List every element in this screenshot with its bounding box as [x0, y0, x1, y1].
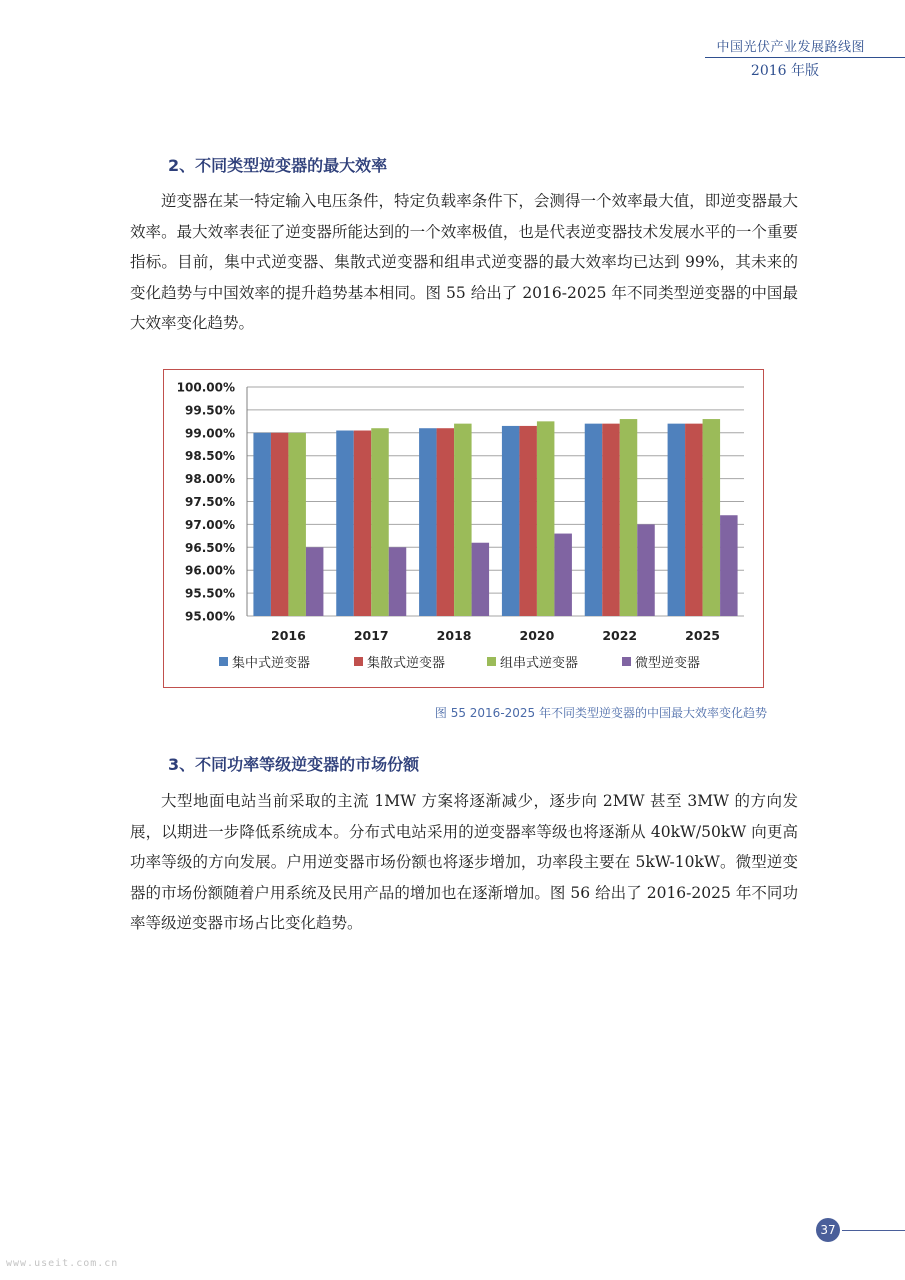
bar-1-2025 [668, 424, 686, 616]
bar-3-2018 [454, 424, 472, 616]
bar-1-2018 [419, 428, 437, 616]
y-tick-label: 95.00% [185, 609, 235, 624]
y-tick-label: 96.50% [185, 540, 235, 555]
y-tick-label: 96.00% [185, 563, 235, 578]
bar-2-2018 [437, 428, 455, 616]
bar-4-2025 [720, 515, 738, 616]
chart-svg [164, 370, 765, 689]
bar-3-2022 [620, 419, 638, 616]
bar-1-2022 [585, 424, 603, 616]
x-tick-label: 2017 [353, 628, 389, 643]
legend-swatch [487, 657, 496, 666]
section-3-heading: 3、不同功率等级逆变器的市场份额 [168, 755, 420, 774]
x-tick-label: 2020 [519, 628, 555, 643]
watermark: www.useit.com.cn [6, 1258, 119, 1269]
x-tick-label: 2018 [436, 628, 472, 643]
bar-3-2016 [288, 433, 306, 616]
header-year: 2016 年版 [750, 63, 819, 79]
bar-4-2022 [637, 524, 655, 616]
y-tick-label: 100.00% [176, 380, 235, 395]
bar-2-2017 [354, 431, 372, 616]
section-2-paragraph: 逆变器在某一特定输入电压条件，特定负载率条件下，会测得一个效率最大值，即逆变器最大效率。最大效率表征了逆变器所能达到的一个效率极值，也是代表逆变器技术发展水平的一个重要指标。目前，集中式逆变器、集散式逆变器和组串式逆变器的最大效率均已达到 99%，其未来的变化趋势与中国效率的提升趋势基本相同。图 55 给出了 2016-2025 年不同类型逆变器的中国最大效率变化趋势。 [130, 192, 798, 332]
x-tick-label: 2022 [602, 628, 638, 643]
y-tick-label: 98.50% [185, 449, 235, 464]
bar-2-2016 [271, 433, 289, 616]
bar-3-2017 [371, 428, 389, 616]
page-number: 37 [816, 1218, 840, 1242]
bar-1-2020 [502, 426, 519, 616]
y-tick-label: 99.50% [185, 403, 235, 418]
legend-swatch [219, 657, 228, 666]
page-number-rule [842, 1230, 905, 1231]
bar-4-2020 [554, 534, 572, 616]
section-3-paragraph: 大型地面电站当前采取的主流 1MW 方案将逐渐减少，逐步向 2MW 甚至 3MW 的方向发展，以期进一步降低系统成本。分布式电站采用的逆变器率等级也将逐渐从 40kW/50kW 向更高功率等级的方向发展。户用逆变器市场份额也将逐步增加，功率段主要在 5kW-10kW。微型逆变器的市场份额随着户用系统及民用产品的增加也在逐渐增加。图 56 给出了 2016-2025 年不同功率等级逆变器市场占比变化趋势。 [130, 792, 798, 932]
bar-2-2020 [519, 426, 537, 616]
y-tick-label: 99.00% [185, 426, 235, 441]
legend-label: 集中式逆变器 [232, 656, 311, 671]
bar-3-2020 [537, 421, 555, 616]
x-tick-label: 2025 [685, 628, 720, 643]
legend-label: 组串式逆变器 [500, 656, 579, 671]
efficiency-chart [163, 369, 764, 688]
y-tick-label: 95.50% [185, 586, 235, 601]
legend-swatch [354, 657, 363, 666]
bar-4-2016 [306, 547, 324, 616]
bar-3-2025 [703, 419, 721, 616]
bar-1-2016 [253, 433, 271, 616]
bar-4-2018 [472, 543, 490, 616]
header-title: 中国光伏产业发展路线图 [716, 40, 865, 55]
figure-caption: 图 55 2016-2025 年不同类型逆变器的中国最大效率变化趋势 [434, 706, 767, 720]
y-tick-label: 97.50% [185, 495, 235, 509]
section-2-heading: 2、不同类型逆变器的最大效率 [168, 156, 388, 175]
header-rule [705, 57, 905, 58]
y-tick-label: 98.00% [185, 472, 235, 487]
x-tick-label: 2016 [271, 628, 306, 643]
legend-label: 微型逆变器 [635, 656, 701, 671]
bar-2-2022 [602, 424, 620, 616]
legend-label: 集散式逆变器 [367, 656, 446, 671]
legend-swatch [622, 657, 631, 666]
y-tick-label: 97.00% [185, 517, 235, 532]
bar-2-2025 [685, 424, 703, 616]
bar-1-2017 [336, 431, 354, 616]
bar-4-2017 [389, 547, 407, 616]
